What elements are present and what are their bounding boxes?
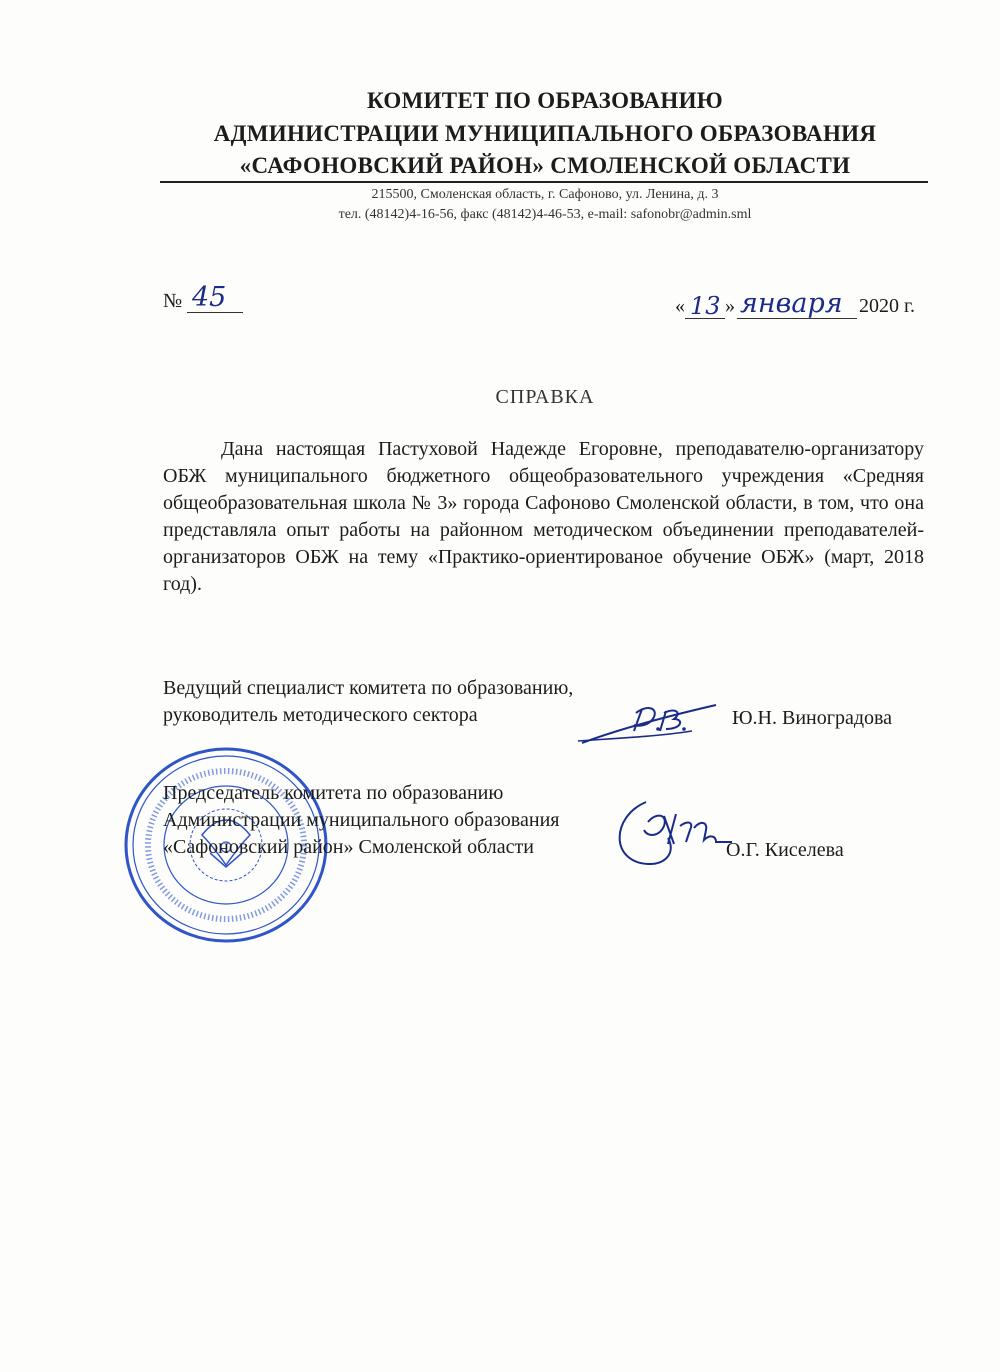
org-contacts: тел. (48142)4-16-56, факс (48142)4-46-53, e-mail: safonobr@admin.sml xyxy=(338,207,752,222)
org-name-line1: КОМИТЕТ ПО ОБРАЗОВАНИЮ xyxy=(367,88,723,113)
signer1-position-line2: руководитель методического сектора xyxy=(163,704,478,726)
document-title: СПРАВКА xyxy=(495,386,595,408)
signature2-handwritten xyxy=(606,792,736,874)
document-body: Дана настоящая Пастуховой Надежде Егоровне, преподавателю-организатору ОБЖ муниципального бюджетного общеобразовательного учреждения «Средняя общеобразовательная школа № 3» города Сафоново Смоленской области, в том, что она представляла опыт работы на районном методическом объединении преподавателей-организаторов ОБЖ на тему «Практико-ориентированое обучение ОБЖ» (март, 2018 год). xyxy=(163,438,924,595)
date-close-quote: » xyxy=(725,295,735,317)
doc-number-value: 45 xyxy=(192,282,227,313)
date-month: января xyxy=(740,288,843,319)
signer1-name: Ю.Н. Виноградова xyxy=(732,707,893,729)
date-day: 13 xyxy=(690,292,721,320)
signer2-name: О.Г. Киселева xyxy=(726,839,844,861)
signature1-handwritten xyxy=(574,695,724,750)
signer1-position-line1: Ведущий специалист комитета по образованию, xyxy=(163,677,574,699)
header-divider xyxy=(160,181,928,183)
org-name-line3: «САФОНОВСКИЙ РАЙОН» СМОЛЕНСКОЙ ОБЛАСТИ xyxy=(239,153,851,178)
signer2-position-line2: Администрации муниципального образования xyxy=(163,809,560,831)
date-open-quote: « xyxy=(675,295,685,317)
org-address: 215500, Смоленская область, г. Сафоново, ул. Ленина, д. 3 xyxy=(371,187,719,202)
date-year: 2020 г. xyxy=(859,295,915,317)
signer2-position-line3: «Сафоновский район» Смоленской области xyxy=(163,836,534,858)
org-name-line2: АДМИНИСТРАЦИИ МУНИЦИПАЛЬНОГО ОБРАЗОВАНИЯ xyxy=(213,121,877,146)
signer2-position-line1: Председатель комитета по образованию xyxy=(163,782,504,804)
doc-number-label: № xyxy=(163,290,183,312)
